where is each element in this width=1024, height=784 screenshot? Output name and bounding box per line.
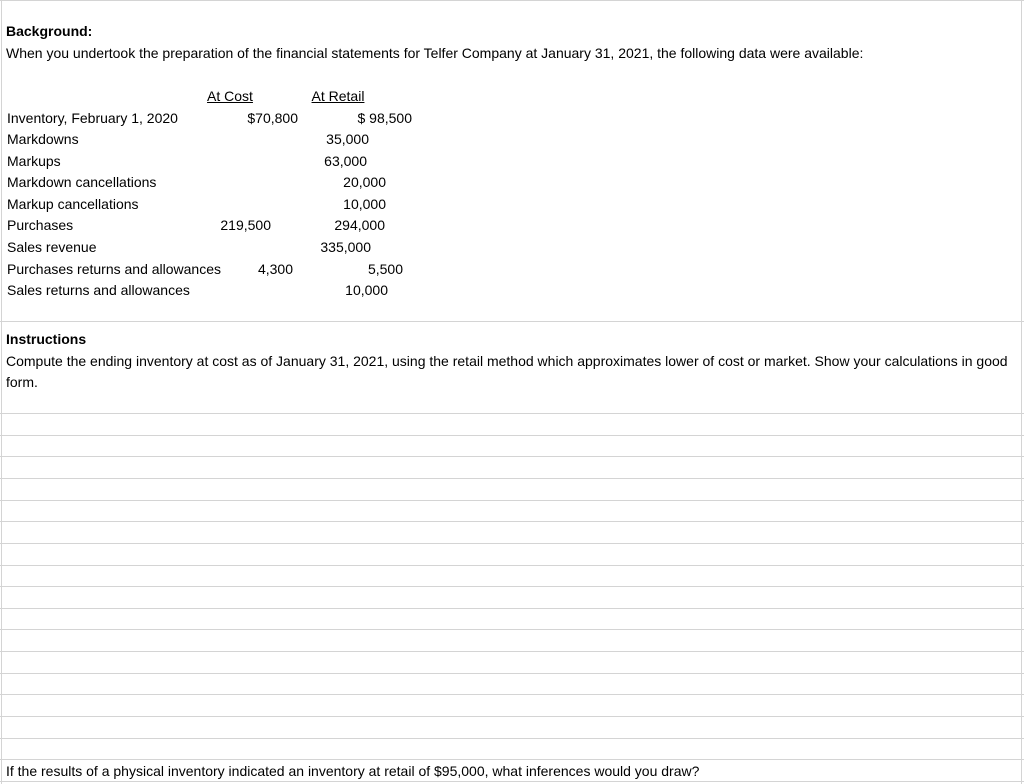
question-text: If the results of a physical inventory indicated an inventory at retail of $95,000, what inferences would you draw? (6, 763, 700, 779)
gridline (0, 651, 1024, 652)
background-text: When you undertook the preparation of the financial statements for Telfer Company at January 31, 2021, the following data were available: (6, 45, 864, 61)
table-row-label: Markdowns (7, 131, 79, 147)
gridline (0, 435, 1024, 436)
table-row-label: Sales revenue (7, 239, 97, 255)
table-row-label: Purchases returns and allowances (7, 261, 222, 277)
gridline (0, 456, 1024, 457)
table-row-label: Markups (7, 153, 61, 169)
gridline (0, 781, 1024, 782)
col-header-at-retail: At Retail (311, 88, 365, 104)
right-border (1021, 0, 1022, 784)
table-row-retail: 35,000 (326, 131, 369, 147)
instructions-heading: Instructions (6, 331, 87, 347)
gridline (0, 565, 1024, 566)
table-row-cost: 4,300 (257, 261, 293, 277)
gridline (0, 608, 1024, 609)
gridline (0, 478, 1024, 479)
gridline (0, 694, 1024, 695)
background-heading: Background: (6, 23, 93, 39)
gridline (0, 629, 1024, 630)
table-row-retail: 10,000 (343, 196, 386, 212)
left-border (1, 0, 2, 784)
table-row-retail: 294,000 (334, 217, 385, 233)
table-row-retail: 335,000 (320, 239, 371, 255)
table-row-label: Markup cancellations (7, 196, 139, 212)
col-header-at-cost: At Cost (207, 88, 253, 104)
table-row-label: Markdown cancellations (7, 174, 157, 190)
table-row-label: Sales returns and allowances (7, 282, 190, 298)
table-row-retail: 5,500 (367, 261, 403, 277)
instructions-text: Compute the ending inventory at cost as of January 31, 2021, using the retail method which approximates lower of cost or market. Show your calculations in good form. (6, 353, 1008, 390)
gridline (0, 521, 1024, 522)
gridline (0, 673, 1024, 674)
table-row-label: Purchases (7, 217, 74, 233)
gridline (0, 500, 1024, 501)
gridline (0, 586, 1024, 587)
gridline (0, 0, 1024, 1)
table-row-retail: $ 98,500 (357, 110, 412, 126)
gridline (0, 321, 1024, 322)
gridline (0, 413, 1024, 414)
gridline (0, 759, 1024, 760)
table-row-retail: 10,000 (345, 282, 388, 298)
gridline (0, 543, 1024, 544)
table-row-retail: 20,000 (343, 174, 386, 190)
table-row-label: Inventory, February 1, 2020 (7, 110, 178, 126)
gridline (0, 738, 1024, 739)
gridline (0, 716, 1024, 717)
table-row-cost: 219,500 (220, 217, 271, 233)
table-row-retail: 63,000 (324, 153, 367, 169)
table-row-cost: $70,800 (247, 110, 298, 126)
